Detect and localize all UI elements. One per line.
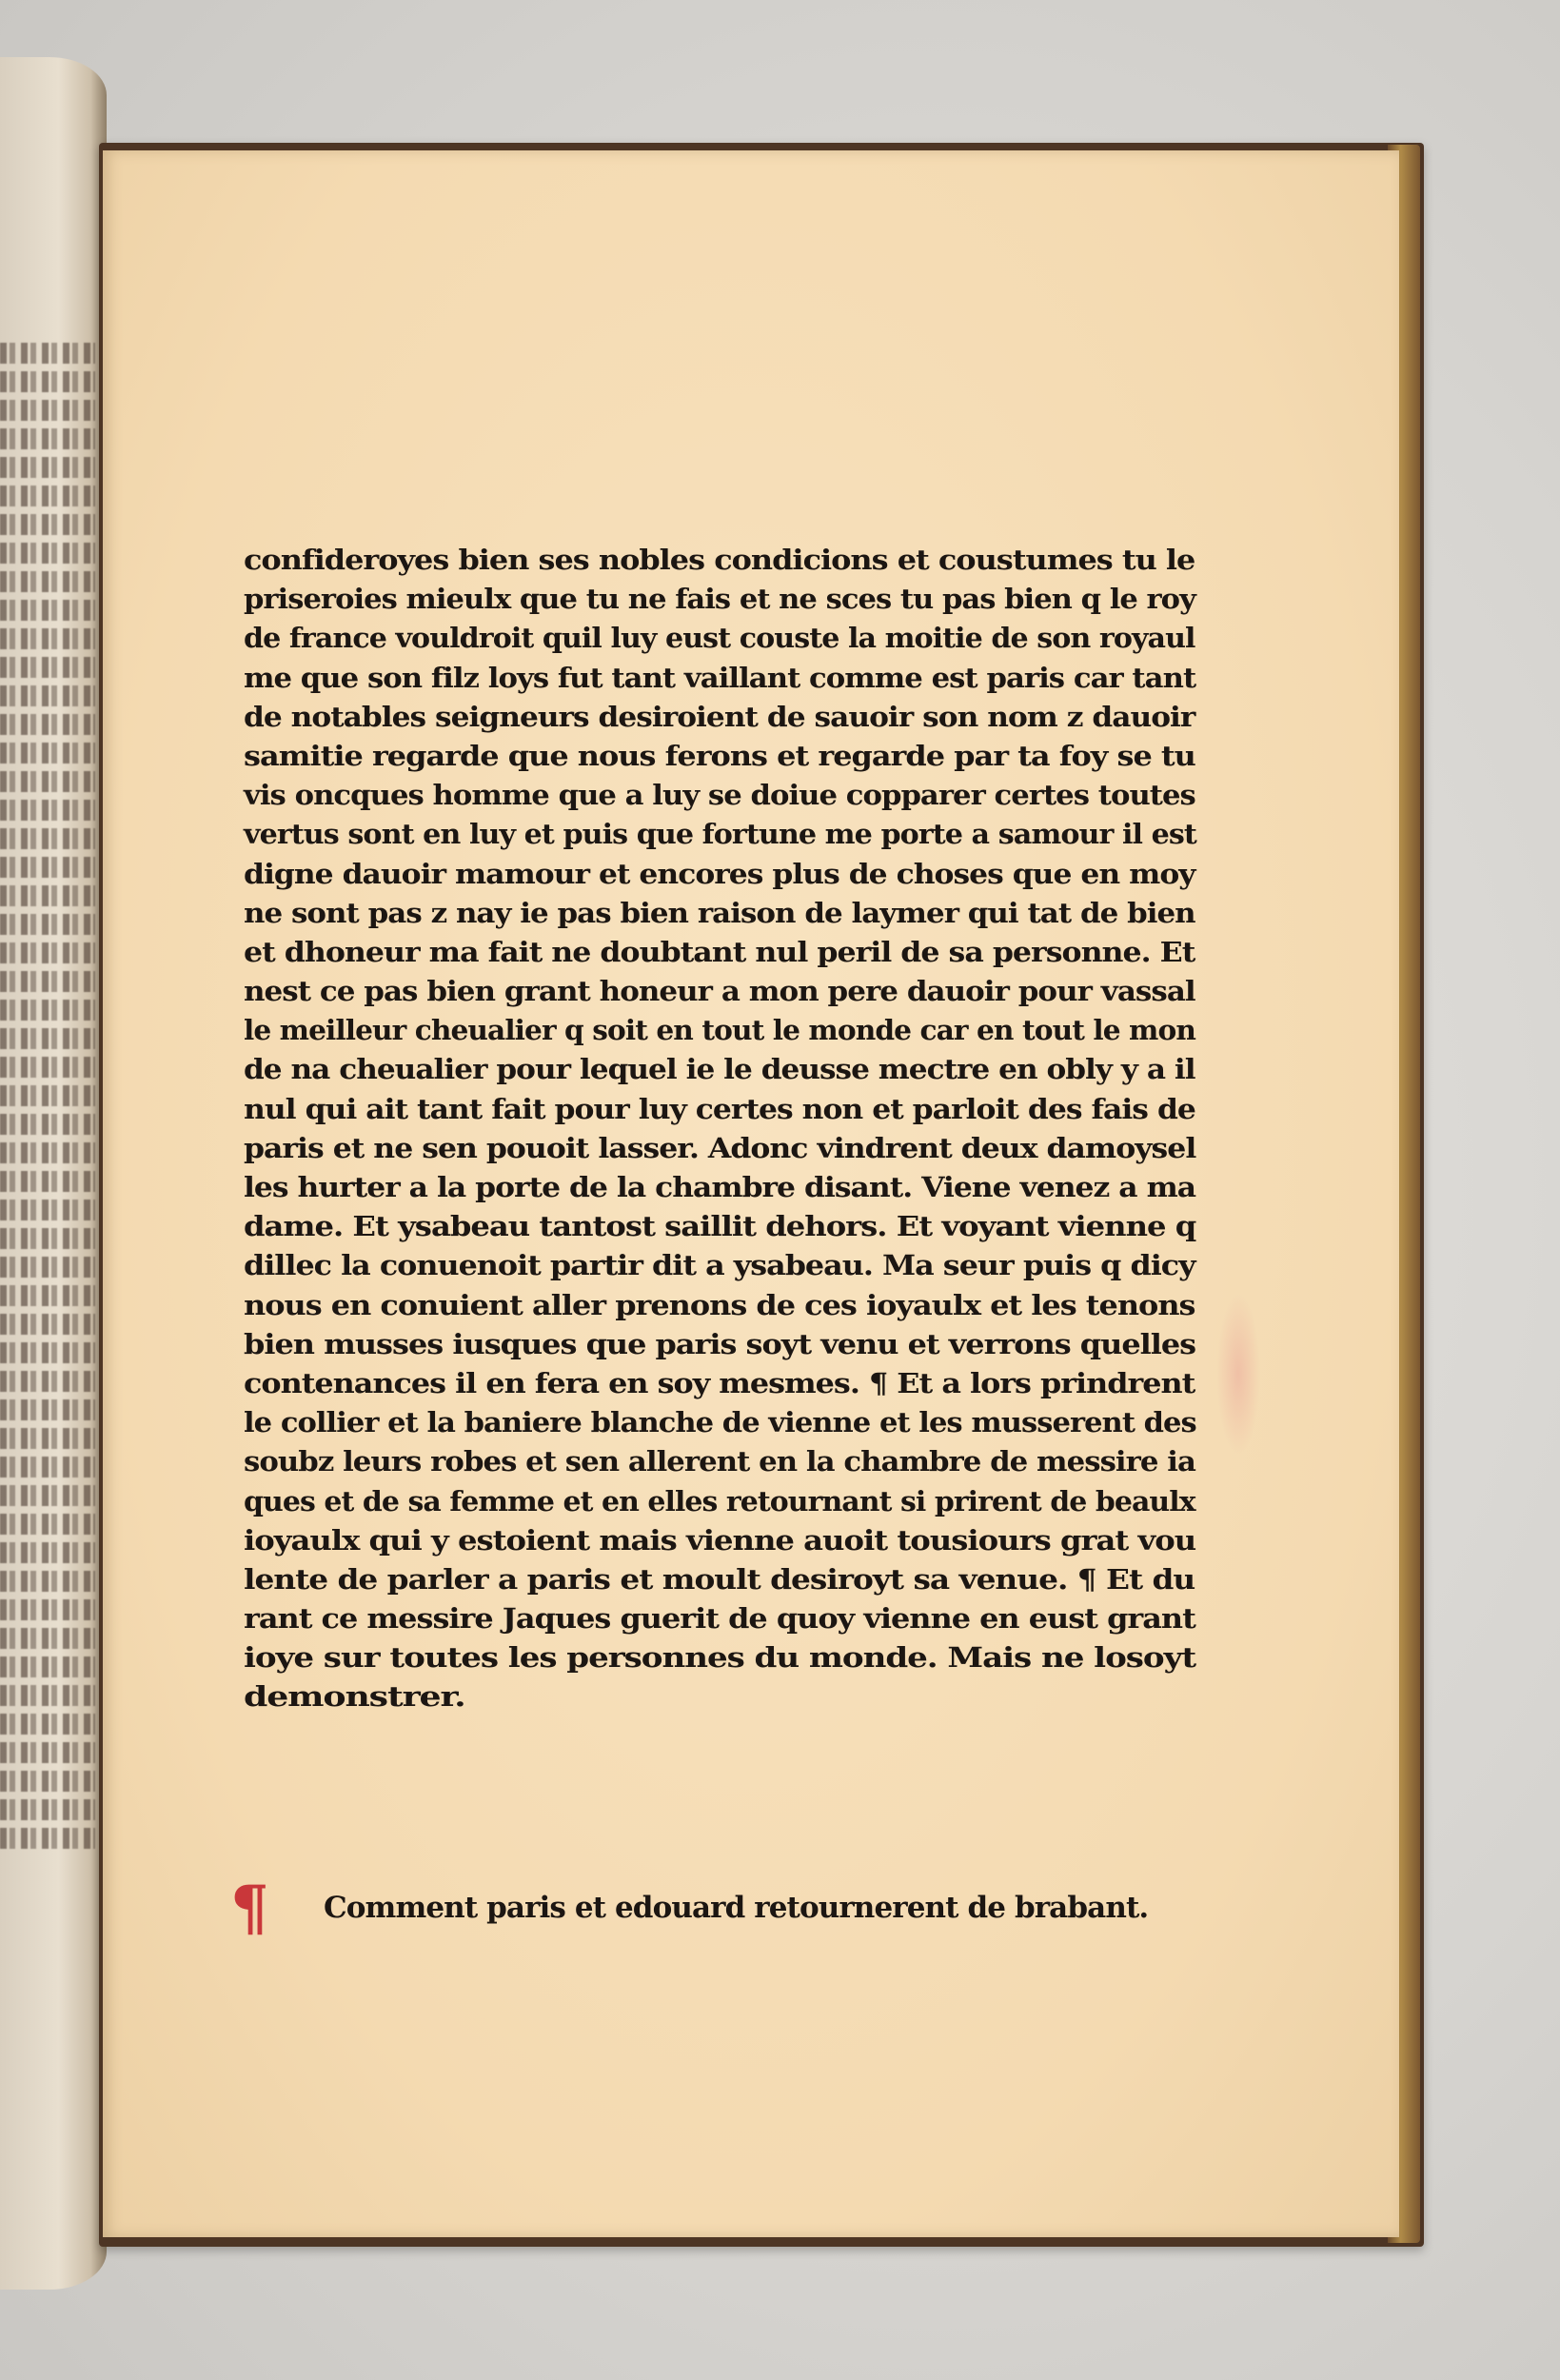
facing-page-text-line	[0, 1799, 95, 1820]
text-line: lente de parler a paris et moult desiroyt sa venue. ¶ Et du	[244, 1562, 1195, 1596]
facing-page-text-line	[0, 1485, 95, 1506]
facing-page-text-line	[0, 514, 95, 535]
text-line: contenances il en fera en soy mesmes. ¶ Et a lors prindrent	[244, 1366, 1195, 1399]
text-line: ioye sur toutes les personnes du monde. Mais ne losoyt	[244, 1641, 1196, 1675]
facing-page-text-line	[0, 657, 95, 678]
facing-page-text-line	[0, 571, 95, 592]
facing-page-text-line	[0, 1257, 95, 1278]
facing-page-text-line	[0, 800, 95, 821]
text-line: ques et de sa femme et en elles retournant si prirent de beaulx	[244, 1484, 1195, 1517]
facing-page-text-line	[0, 1428, 95, 1449]
facing-page-text-line	[0, 343, 95, 364]
facing-page-text-line	[0, 1114, 95, 1135]
facing-page-text-line	[0, 1542, 95, 1563]
text-line: confideroyes bien ses nobles condicions et coustumes tu le	[244, 544, 1195, 576]
facing-page-text-line	[0, 1085, 95, 1106]
facing-page-text-line	[0, 628, 95, 649]
facing-page-text-line	[0, 400, 95, 421]
facing-page-text-line	[0, 942, 95, 963]
facing-page-text-line	[0, 1457, 95, 1478]
facing-page-text-line	[0, 1599, 95, 1620]
facing-page-text-line	[0, 1000, 95, 1021]
facing-page-text-line	[0, 1771, 95, 1792]
facing-page-text-line	[0, 914, 95, 935]
text-line: paris et ne sen pouoit lasser. Adonc vindrent deux damoysel	[244, 1131, 1196, 1164]
text-line: et dhoneur ma fait ne doubtant nul peril de sa personne. Et	[244, 935, 1195, 968]
facing-page-text-line	[0, 1285, 95, 1306]
text-line: de na cheualier pour lequel ie le deusse mectre en obly y a il	[244, 1053, 1195, 1086]
text-line: digne dauoir mamour et encores plus de choses que en moy	[244, 857, 1195, 890]
text-line: vis oncques homme que a luy se doiue copparer certes toutes	[244, 779, 1195, 812]
text-line: vertus sont en luy et puis que fortune me porte a samour il est	[244, 818, 1196, 851]
facing-page-edge	[0, 57, 107, 2290]
text-line: soubz leurs robes et sen allerent en la chambre de messire ia	[244, 1445, 1195, 1478]
facing-page-text-line	[0, 1742, 95, 1763]
facing-page-text-line	[0, 1628, 95, 1649]
facing-page-text-line	[0, 885, 95, 906]
text-line: les hurter a la porte de la chambre disant. Viene venez a ma	[244, 1171, 1196, 1203]
body-text	[244, 541, 1253, 1717]
facing-page-text-line	[0, 1057, 95, 1078]
facing-page-text-line	[0, 1828, 95, 1849]
facing-page-text-line	[0, 371, 95, 392]
facing-page-text-line	[0, 486, 95, 506]
text-line: dillec la conuenoit partir dit a ysabeau. Ma seur puis q dicy	[244, 1249, 1195, 1282]
facing-page-text-line	[0, 685, 95, 706]
chapter-heading	[230, 1873, 1253, 1944]
facing-page-text-line	[0, 1371, 95, 1392]
facing-page-text-line	[0, 428, 95, 449]
facing-page-text-line	[0, 743, 95, 764]
text-line: de france vouldroit quil luy eust couste la moitie de son royaul	[244, 622, 1195, 655]
text-line: priseroies mieulx que tu ne fais et ne sces tu pas bien q le roy	[244, 583, 1195, 616]
facing-page-text-line	[0, 1685, 95, 1706]
text-line: demonstrer.	[244, 1680, 465, 1714]
facing-page-text-line	[0, 828, 95, 849]
text-line: rant ce messire Jaques guerit de quoy vienne en eust grant	[244, 1602, 1195, 1636]
text-line: nest ce pas bien grant honeur a mon pere dauoir pour vassal	[244, 975, 1195, 1008]
facing-page-text-line	[0, 1200, 95, 1220]
facing-page-text-line	[0, 1028, 95, 1049]
facing-page-text-line	[0, 1656, 95, 1677]
text-line: samitie regarde que nous ferons et regarde par ta foy se tu	[244, 739, 1195, 772]
facing-page-text-line	[0, 1571, 95, 1592]
facing-page-text-line	[0, 1142, 95, 1163]
facing-page-text-line	[0, 971, 95, 992]
facing-page-text-line	[0, 1399, 95, 1420]
text-line: dame. Et ysabeau tantost saillit dehors. Et voyant vienne q	[244, 1210, 1196, 1243]
chapter-heading-text: Comment paris et edouard retournerent de brabant.	[324, 1891, 1149, 1925]
text-line: le meilleur cheualier q soit en tout le monde car en tout le mon	[244, 1014, 1195, 1047]
facing-page-text-line	[0, 543, 95, 564]
facing-page-text-line	[0, 1171, 95, 1192]
facing-page-text-line	[0, 1314, 95, 1335]
text-line: nul qui ait tant fait pour luy certes non et parloit des fais de	[244, 1092, 1195, 1125]
facing-page-text-line	[0, 857, 95, 878]
facing-page-text-line	[0, 457, 95, 478]
facing-page-text-line	[0, 600, 95, 621]
red-pilcrow-mark: ¶	[230, 1873, 269, 1944]
text-line: bien musses iusques que paris soyt venu et verrons quelles	[244, 1327, 1196, 1360]
facing-page-text-line	[0, 1714, 95, 1735]
text-line: me que son filz loys fut tant vaillant comme est paris car tant	[244, 661, 1196, 694]
facing-page-text-line	[0, 771, 95, 792]
text-line: nous en conuient aller prenons de ces ioyaulx et les tenons	[244, 1288, 1195, 1321]
facing-page-text-line	[0, 1514, 95, 1535]
text-line: le collier et la baniere blanche de vienne et les musserent des	[244, 1406, 1196, 1439]
text-line: de notables seigneurs desiroient de sauoir son nom z dauoir	[244, 700, 1195, 733]
facing-page-text-line	[0, 1228, 95, 1249]
facing-page-text-line	[0, 714, 95, 735]
facing-page-text-line	[0, 1342, 95, 1363]
text-line: ioyaulx qui y estoient mais vienne auoit tousiours grat vou	[244, 1523, 1196, 1557]
text-line: ne sont pas z nay ie pas bien raison de laymer qui tat de bien	[244, 896, 1195, 929]
book-page	[103, 150, 1399, 2237]
